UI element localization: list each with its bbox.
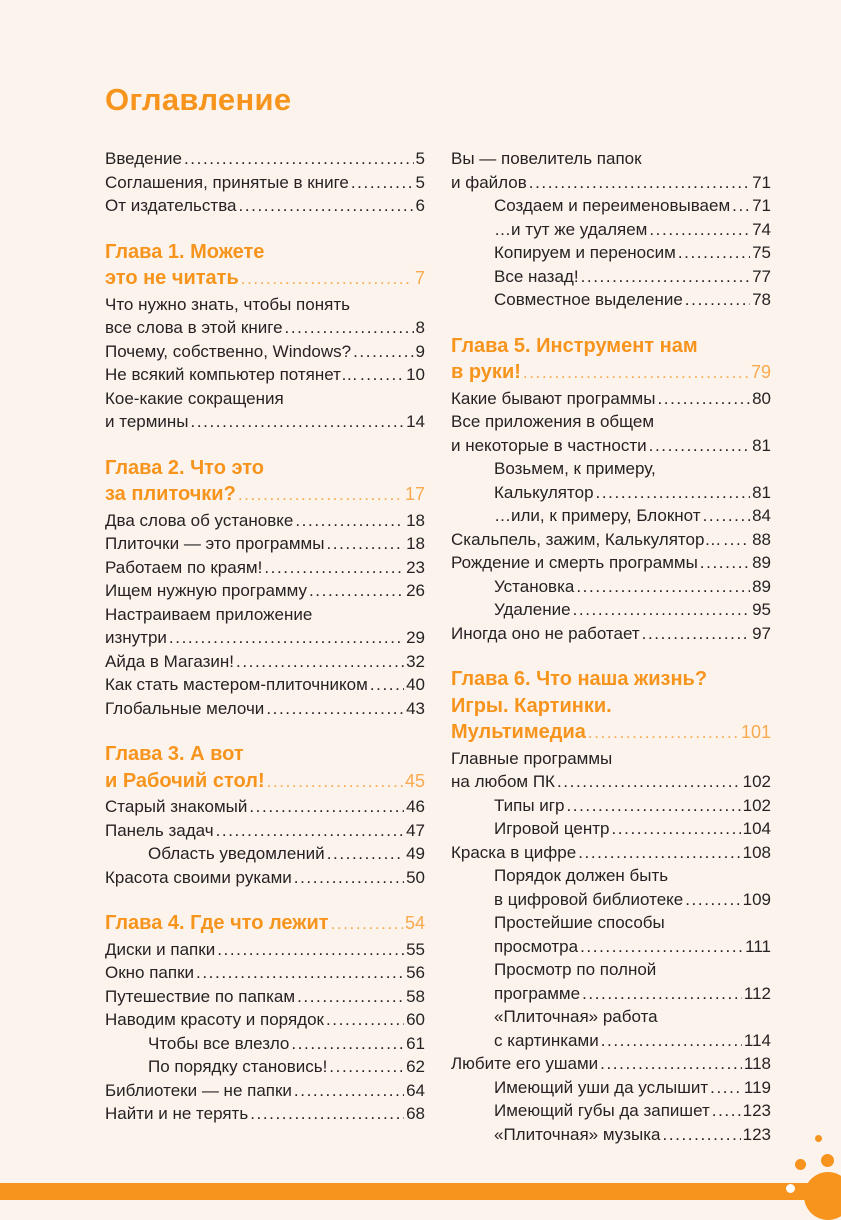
toc-sub-entry xyxy=(451,504,771,528)
entry-text: Простейшие способы xyxy=(494,913,665,932)
entry-text: Игровой центр xyxy=(494,819,610,838)
entry-text: Панель задач xyxy=(105,820,214,840)
entry-text: на любом ПК xyxy=(451,772,555,791)
dot-leader xyxy=(167,626,404,650)
page-number: 56 xyxy=(406,963,425,982)
dot-leader xyxy=(571,598,751,622)
page-number: 5 xyxy=(415,172,425,192)
dot-leader xyxy=(307,579,404,603)
dot-leader xyxy=(324,1008,404,1032)
page-number: 14 xyxy=(406,412,425,431)
toc-entry xyxy=(105,866,425,890)
dot-leader xyxy=(194,961,404,985)
page-number: 79 xyxy=(750,362,771,382)
page-number: 50 xyxy=(406,867,425,887)
dot-leader xyxy=(324,532,404,556)
page-number: 89 xyxy=(752,576,771,596)
dot-leader xyxy=(247,795,404,819)
toc-entry xyxy=(105,147,425,171)
dot-leader xyxy=(574,575,750,599)
toc-sub-entry xyxy=(451,864,771,911)
toc-sub-entry xyxy=(451,575,771,599)
toc-chapter-entry xyxy=(105,239,425,293)
entry-text: Как стать мастером-плиточником xyxy=(105,675,368,694)
page-number: 58 xyxy=(406,986,425,1006)
dot-leader xyxy=(351,340,413,364)
toc-entry xyxy=(105,509,425,533)
entry-text: Почему, собственно, Windows? xyxy=(105,341,352,361)
toc-entry xyxy=(451,841,771,865)
entry-text: Глава 2. Что это xyxy=(105,456,265,479)
toc-entry xyxy=(451,551,771,575)
page-number: 40 xyxy=(406,675,425,694)
toc-entry xyxy=(105,340,425,364)
dot-leader xyxy=(325,842,404,866)
page-number: 102 xyxy=(742,772,771,791)
page-number: 7 xyxy=(414,268,425,288)
page-number: 109 xyxy=(742,889,771,909)
page-number: 123 xyxy=(742,1101,771,1120)
entry-text: Не всякий компьютер потянет… xyxy=(105,365,358,384)
entry-text: Типы игр xyxy=(494,795,565,815)
dot-leader xyxy=(248,1102,404,1126)
toc-sub-entry xyxy=(451,911,771,958)
toc-entry xyxy=(105,1008,425,1032)
entry-text: Вы — повелитель папок xyxy=(451,149,642,168)
toc-sub-entry xyxy=(451,288,771,312)
entry-text: Ищем нужную программу xyxy=(105,581,307,600)
entry-text: Чтобы все влезло xyxy=(148,1033,290,1053)
toc-entry xyxy=(105,819,425,843)
entry-text: все слова в этой книге xyxy=(105,318,283,337)
page-number: 119 xyxy=(743,1077,771,1097)
dot-leader xyxy=(527,171,750,195)
dot-leader xyxy=(521,360,749,387)
toc-chapter-entry xyxy=(451,333,771,387)
entry-text: это не читать xyxy=(105,267,239,289)
toc-sub-entry xyxy=(451,958,771,1005)
dot-leader xyxy=(609,817,740,841)
page-number: 62 xyxy=(406,1057,425,1076)
entry-text: Путешествие по папкам xyxy=(105,986,296,1006)
entry-text: и термины xyxy=(105,412,189,431)
dot-leader xyxy=(683,288,750,312)
dot-leader xyxy=(292,1079,404,1103)
dot-leader xyxy=(647,218,750,242)
entry-text: Мультимедиа xyxy=(451,721,586,743)
page-title: Оглавление xyxy=(105,82,292,117)
toc-entry xyxy=(105,194,425,218)
page-number: 80 xyxy=(752,388,771,408)
page-number: 68 xyxy=(406,1104,425,1123)
toc-sub-entry xyxy=(451,457,771,504)
dot-leader xyxy=(564,794,740,818)
entry-text: Краска в цифре xyxy=(451,842,577,862)
dot-leader xyxy=(293,509,404,533)
dot-leader xyxy=(265,769,403,796)
dot-leader xyxy=(555,770,741,794)
entry-text: за плиточки? xyxy=(105,483,236,505)
dot-leader xyxy=(236,482,403,509)
mascot-dot-3 xyxy=(821,1154,834,1167)
entry-text: Удаление xyxy=(494,600,571,619)
dot-leader xyxy=(295,985,404,1009)
dot-leader xyxy=(594,481,751,505)
dot-leader xyxy=(214,819,405,843)
entry-text: Установка xyxy=(494,576,575,596)
entry-text: Все назад! xyxy=(494,266,579,286)
page-number: 26 xyxy=(406,581,425,600)
entry-text: Окно папки xyxy=(105,963,195,982)
entry-text: Любите его ушами xyxy=(451,1054,599,1073)
toc-sub-entry xyxy=(451,1005,771,1052)
page-number: 101 xyxy=(740,722,771,742)
page-number: 104 xyxy=(742,819,771,838)
dot-leader xyxy=(676,241,750,265)
toc-entry xyxy=(451,410,771,457)
entry-text: Диски и папки xyxy=(105,939,216,959)
toc-entry xyxy=(451,747,771,794)
entry-text: Главные программы xyxy=(451,748,613,768)
dot-leader xyxy=(579,265,751,289)
dot-leader xyxy=(329,911,403,938)
page-number: 61 xyxy=(406,1033,425,1053)
entry-text: Глобальные мелочи xyxy=(105,698,265,718)
entry-text: Работаем по краям! xyxy=(105,557,263,577)
entry-text: …или, к примеру, Блокнот xyxy=(494,506,701,525)
page-number: 111 xyxy=(745,936,771,956)
dot-leader xyxy=(683,888,740,912)
entry-text: Все приложения в общем xyxy=(451,412,655,431)
entry-text: Найти и не терять xyxy=(105,1104,249,1123)
page-number: 47 xyxy=(406,820,425,840)
dot-leader xyxy=(580,982,742,1006)
entry-text: Глава 1. Можете xyxy=(105,240,265,263)
mascot-head xyxy=(804,1172,841,1220)
page-number: 17 xyxy=(404,484,425,504)
page-number: 10 xyxy=(406,365,425,384)
toc-sub-entry xyxy=(451,194,771,218)
dot-leader xyxy=(655,387,750,411)
toc-entry xyxy=(451,528,771,552)
page-number: 18 xyxy=(406,510,425,530)
dot-leader xyxy=(368,673,404,697)
entry-text: просмотра xyxy=(494,936,579,956)
toc-column-left xyxy=(105,147,425,1146)
dot-leader xyxy=(292,866,404,890)
page-number: 97 xyxy=(752,623,771,643)
dot-leader xyxy=(327,1055,404,1079)
page-number: 88 xyxy=(752,529,771,549)
entry-text: Имеющий уши да услышит xyxy=(494,1077,709,1097)
toc-entry xyxy=(105,532,425,556)
page-number: 29 xyxy=(406,628,425,647)
entry-text: Возьмем, к примеру, xyxy=(494,459,656,478)
entry-text: Айда в Магазин! xyxy=(105,651,234,671)
entry-text: Плиточки — это программы xyxy=(105,534,325,553)
toc-entry xyxy=(105,556,425,580)
entry-text: изнутри xyxy=(105,628,167,647)
toc-sub-entry xyxy=(105,1032,425,1056)
dot-leader xyxy=(698,551,750,575)
toc-sub-entry xyxy=(451,241,771,265)
entry-text: Два слова об установке xyxy=(105,510,294,530)
toc-entry xyxy=(105,961,425,985)
toc-entry xyxy=(105,938,425,962)
toc-sub-entry xyxy=(105,842,425,866)
dot-leader xyxy=(701,504,751,528)
page-number: 32 xyxy=(406,651,425,671)
page-number: 114 xyxy=(743,1030,771,1050)
page-number: 54 xyxy=(404,913,425,933)
page-number: 49 xyxy=(406,844,425,863)
page-number: 45 xyxy=(404,770,425,791)
page-number: 75 xyxy=(752,243,771,262)
dot-leader xyxy=(264,697,404,721)
dot-leader xyxy=(710,1099,741,1123)
page-number: 102 xyxy=(742,795,771,815)
dot-leader xyxy=(358,363,404,387)
page-number: 77 xyxy=(752,266,771,286)
toc-entry xyxy=(105,363,425,387)
toc-sub-entry xyxy=(451,1099,771,1123)
entry-text: Имеющий губы да запишет xyxy=(494,1101,710,1120)
toc-entry xyxy=(105,697,425,721)
dot-leader xyxy=(289,1032,404,1056)
page-number: 112 xyxy=(743,983,771,1003)
entry-text: в руки! xyxy=(451,361,521,383)
entry-text: «Плиточная» музыка xyxy=(494,1124,661,1144)
toc-column-right xyxy=(451,147,771,1146)
page-number: 89 xyxy=(752,553,771,572)
dot-leader xyxy=(730,194,750,218)
toc-sub-entry xyxy=(451,794,771,818)
dot-leader xyxy=(283,316,414,340)
page-number: 95 xyxy=(752,600,771,619)
entry-text: От издательства xyxy=(105,196,237,215)
toc-chapter-entry xyxy=(105,455,425,509)
page-number: 81 xyxy=(752,482,771,502)
dot-leader xyxy=(708,1076,742,1100)
entry-text: с картинками xyxy=(494,1030,599,1050)
toc-entry xyxy=(451,622,771,646)
toc-columns xyxy=(105,147,771,1146)
entry-text: в цифровой библиотеке xyxy=(494,889,684,909)
dot-leader xyxy=(182,147,414,171)
entry-text: Создаем и переименовываем xyxy=(494,196,731,215)
entry-text: Библиотеки — не папки xyxy=(105,1080,292,1100)
entry-text: Рождение и смерть программы xyxy=(451,553,698,572)
page-number: 71 xyxy=(752,172,771,192)
entry-text: Глава 6. Что наша жизнь? xyxy=(451,668,708,690)
toc-chapter-entry xyxy=(451,666,771,747)
entry-text: программе xyxy=(494,983,581,1003)
toc-entry xyxy=(451,387,771,411)
dot-leader xyxy=(189,410,405,434)
entry-text: Соглашения, принятые в книге xyxy=(105,172,349,192)
dot-leader xyxy=(721,528,750,552)
page-number: 6 xyxy=(415,196,425,215)
toc-entry xyxy=(105,1079,425,1103)
mascot-dot-2 xyxy=(795,1159,806,1170)
page-number: 55 xyxy=(406,939,425,959)
page-number: 108 xyxy=(742,842,771,862)
page-number: 9 xyxy=(415,341,425,361)
page-number: 60 xyxy=(406,1010,425,1029)
toc-entry xyxy=(105,673,425,697)
entry-text: Что нужно знать, чтобы понять xyxy=(105,294,350,314)
toc-entry xyxy=(105,650,425,674)
entry-text: «Плиточная» работа xyxy=(494,1007,658,1026)
entry-text: Игры. Картинки. xyxy=(451,694,612,717)
dot-leader xyxy=(599,1029,742,1053)
page-number: 81 xyxy=(752,435,771,455)
page-number: 118 xyxy=(743,1054,771,1073)
toc-entry xyxy=(105,603,425,650)
toc-sub-entry xyxy=(451,265,771,289)
toc-sub-entry xyxy=(451,598,771,622)
toc-sub-entry xyxy=(451,1123,771,1147)
toc-sub-entry xyxy=(451,218,771,242)
page-number: 74 xyxy=(752,219,771,239)
entry-text: Глава 4. Где что лежит xyxy=(105,912,329,934)
entry-text: и некоторые в частности xyxy=(451,435,647,455)
entry-text: и файлов xyxy=(451,172,527,192)
dot-leader xyxy=(234,650,404,674)
entry-text: Калькулятор xyxy=(494,482,594,502)
page-number: 71 xyxy=(752,196,771,215)
dot-leader xyxy=(576,841,740,865)
entry-text: Кое-какие сокращения xyxy=(105,388,284,408)
page-number: 78 xyxy=(752,290,771,309)
page-number: 43 xyxy=(406,698,425,718)
dot-leader xyxy=(586,720,739,747)
dot-leader xyxy=(578,935,743,959)
mascot-dot-1 xyxy=(815,1135,822,1142)
entry-text: Какие бывают программы xyxy=(451,388,656,408)
page-number: 18 xyxy=(406,534,425,553)
toc-sub-entry xyxy=(105,1055,425,1079)
dot-leader xyxy=(215,938,404,962)
entry-text: …и тут же удаляем xyxy=(494,219,648,239)
entry-text: Настраиваем приложение xyxy=(105,604,313,624)
dot-leader xyxy=(647,434,750,458)
entry-text: Красота своими руками xyxy=(105,867,292,887)
entry-text: Просмотр по полной xyxy=(494,960,657,979)
entry-text: и Рабочий стол! xyxy=(105,769,265,792)
toc-chapter-entry xyxy=(105,741,425,795)
page-number: 8 xyxy=(415,318,425,337)
toc-sub-entry xyxy=(451,817,771,841)
dot-leader xyxy=(262,556,404,580)
page-number: 5 xyxy=(415,149,425,168)
dot-leader xyxy=(349,171,414,195)
entry-text: Глава 5. Инструмент нам xyxy=(451,334,698,357)
mascot-eye xyxy=(786,1184,795,1193)
toc-entry xyxy=(105,293,425,340)
page-number: 123 xyxy=(742,1124,771,1144)
page-number: 84 xyxy=(752,506,771,525)
dot-leader xyxy=(661,1123,741,1147)
dot-leader xyxy=(640,622,750,646)
dot-leader xyxy=(239,266,413,293)
toc-entry xyxy=(105,387,425,434)
entry-text: Иногда оно не работает xyxy=(451,623,640,643)
dot-leader xyxy=(598,1052,742,1076)
toc-entry xyxy=(105,171,425,195)
page-number: 46 xyxy=(406,797,425,816)
toc-chapter-entry xyxy=(105,910,425,938)
page-number: 64 xyxy=(406,1080,425,1100)
entry-text: Копируем и переносим xyxy=(494,243,676,262)
entry-text: Область уведомлений xyxy=(148,844,325,863)
entry-text: Глава 3. А вот xyxy=(105,743,244,765)
toc-entry xyxy=(451,147,771,194)
entry-text: Скальпель, зажим, Калькулятор… xyxy=(451,529,722,549)
entry-text: Совместное выделение xyxy=(494,290,683,309)
toc-entry xyxy=(451,1052,771,1076)
page-number: 23 xyxy=(406,557,425,577)
footer-bar xyxy=(0,1183,841,1200)
toc-entry xyxy=(105,795,425,819)
entry-text: Введение xyxy=(105,149,182,168)
entry-text: Старый знакомый xyxy=(105,797,248,816)
toc-entry xyxy=(105,985,425,1009)
entry-text: По порядку становись! xyxy=(148,1057,328,1076)
dot-leader xyxy=(237,194,414,218)
toc-sub-entry xyxy=(451,1076,771,1100)
toc-entry xyxy=(105,579,425,603)
entry-text: Наводим красоту и порядок xyxy=(105,1010,324,1029)
toc-entry xyxy=(105,1102,425,1126)
entry-text: Порядок должен быть xyxy=(494,866,669,885)
